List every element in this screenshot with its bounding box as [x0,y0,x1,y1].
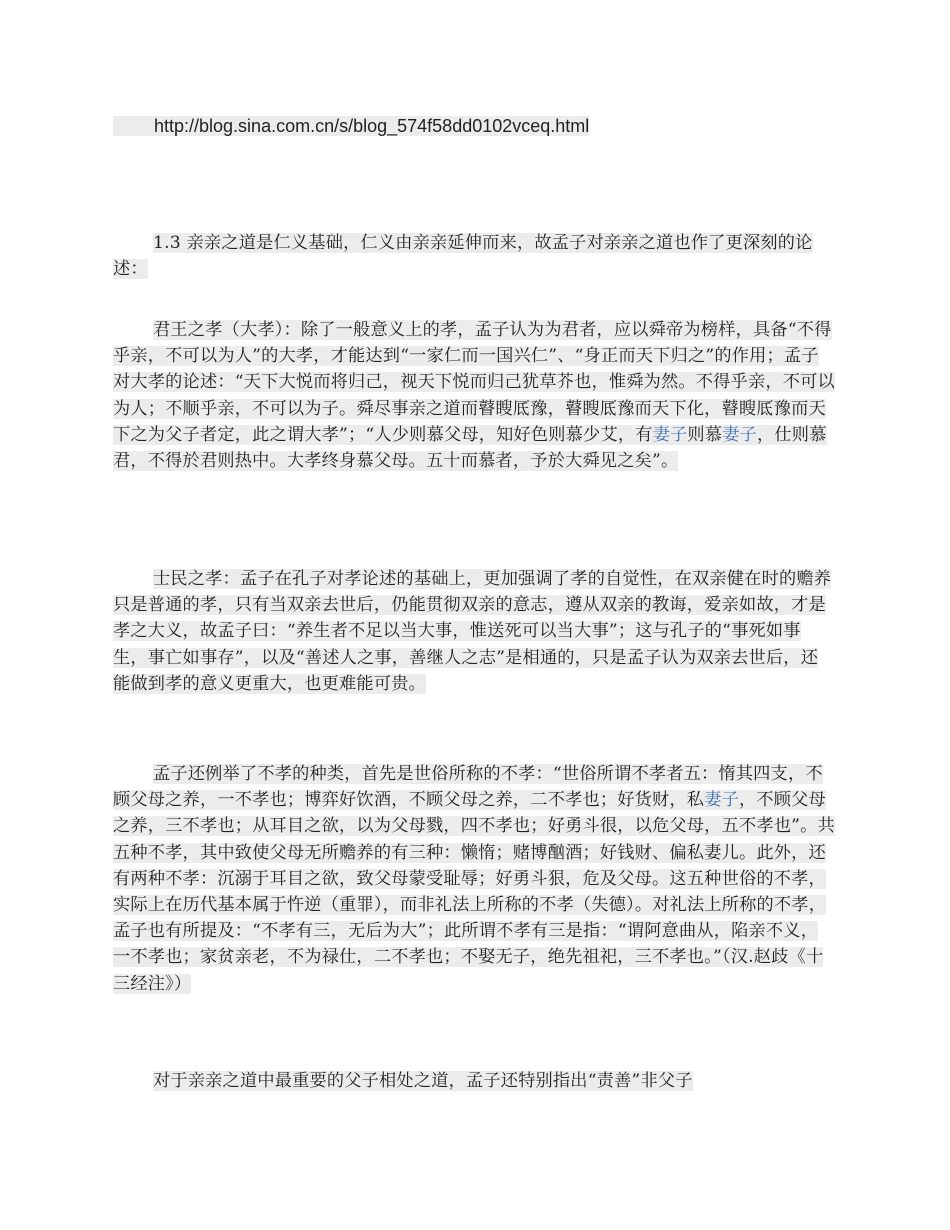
paragraph-text: ，不顾父母之养，三不孝也；从耳目之欲，以为父母戮，四不孝也；好勇斗很，以危父母，五不孝也”。共五种不孝，其中致使父母无所赡养的有三种：懒惰；赌博酗酒；好钱财、偏私妻儿。此外，还有两种不孝：沉溺于耳目之欲，致父母蒙受耻辱；好勇斗狠，危及父母。这五种世俗的不孝，实际上在历代基本属于忤逆（重罪），而非礼法上所称的不孝（失德）。对礼法上所称的不孝，孟子也有所提及：“不孝有三，无后为大”；此所谓不孝有三是指：“谓阿意曲从，陷亲不义，一不孝也；家贫亲老，不为禄仕，二不孝也；不娶无子，绝先祖祀，三不孝也。”（汉.赵歧《十三经注》） [113,790,835,994]
paragraph-unfilial-types [113,761,835,997]
source-url-line [113,113,833,139]
paragraph-text: 士民之孝：孟子在孔子对孝论述的基础上，更加强调了孝的自觉性，在双亲健在时的赡养只是普通的孝，只有当双亲去世后，仍能贯彻双亲的意志，遵从双亲的教诲，爱亲如故，才是孝之大义，故孟子曰：“养生者不足以当大事，惟送死可以当大事”；这与孔子的“事死如事生，事亡如事存”，以及“善述人之事，善继人之志”是相通的，只是孟子认为双亲去世后，还能做到孝的意义更重大，也更难能可贵。 [113,569,832,694]
wife-link[interactable]: 妻子 [704,790,739,811]
paragraph-text: 孟子还例举了不孝的种类，首先是世俗所称的不孝：“世俗所谓不孝者五：惰其四支，不顾父母之养，一不孝也；博弈好饮酒，不顾父母之养，二不孝也；好货财，私 [113,764,823,811]
paragraph-text: 则慕 [687,424,723,445]
paragraph-royal-filial-piety [113,317,835,474]
paragraph-text: ，仕则慕君，不得於君则热中。大孝终身慕父母。五十而慕者，予於大舜见之矣”。 [113,424,827,472]
paragraph-father-son [113,1068,835,1094]
paragraph-text: 君王之孝（大孝）：除了一般意义上的孝，孟子认为为君者，应以舜帝为榜样，具备“不得乎亲，不可以为人”的大孝，才能达到“一家仁而一国兴仁”、“身正而天下归之”的作用；孟子对大孝的论述：“天下大悦而将归己，视天下悦而归己犹草芥也，惟舜为然。不得乎亲，不可以为人；不顺乎亲，不可以为子。舜尽事亲之道而瞽瞍厎豫，瞽瞍厎豫而天下化，瞽瞍厎豫而天下之为父子者定，此之谓大孝”；“人少则慕父母，知好色则慕少艾，有 [113,320,835,445]
paragraph-section-1-3 [113,230,835,282]
paragraph-text: 对于亲亲之道中最重要的父子相处之道，孟子还特别指出“责善”非父子 [153,1071,693,1091]
wife-link[interactable]: 妻子 [722,424,757,445]
paragraph-text: 1.3 亲亲之道是仁义基础，仁义由亲亲延伸而来，故孟子对亲亲之道也作了更深刻的论述： [113,233,813,280]
paragraph-commoner-filial-piety [113,566,835,697]
source-url[interactable]: http://blog.sina.com.cn/s/blog_574f58dd0102vceq.html [113,116,589,136]
wife-link[interactable]: 妻子 [652,424,688,445]
